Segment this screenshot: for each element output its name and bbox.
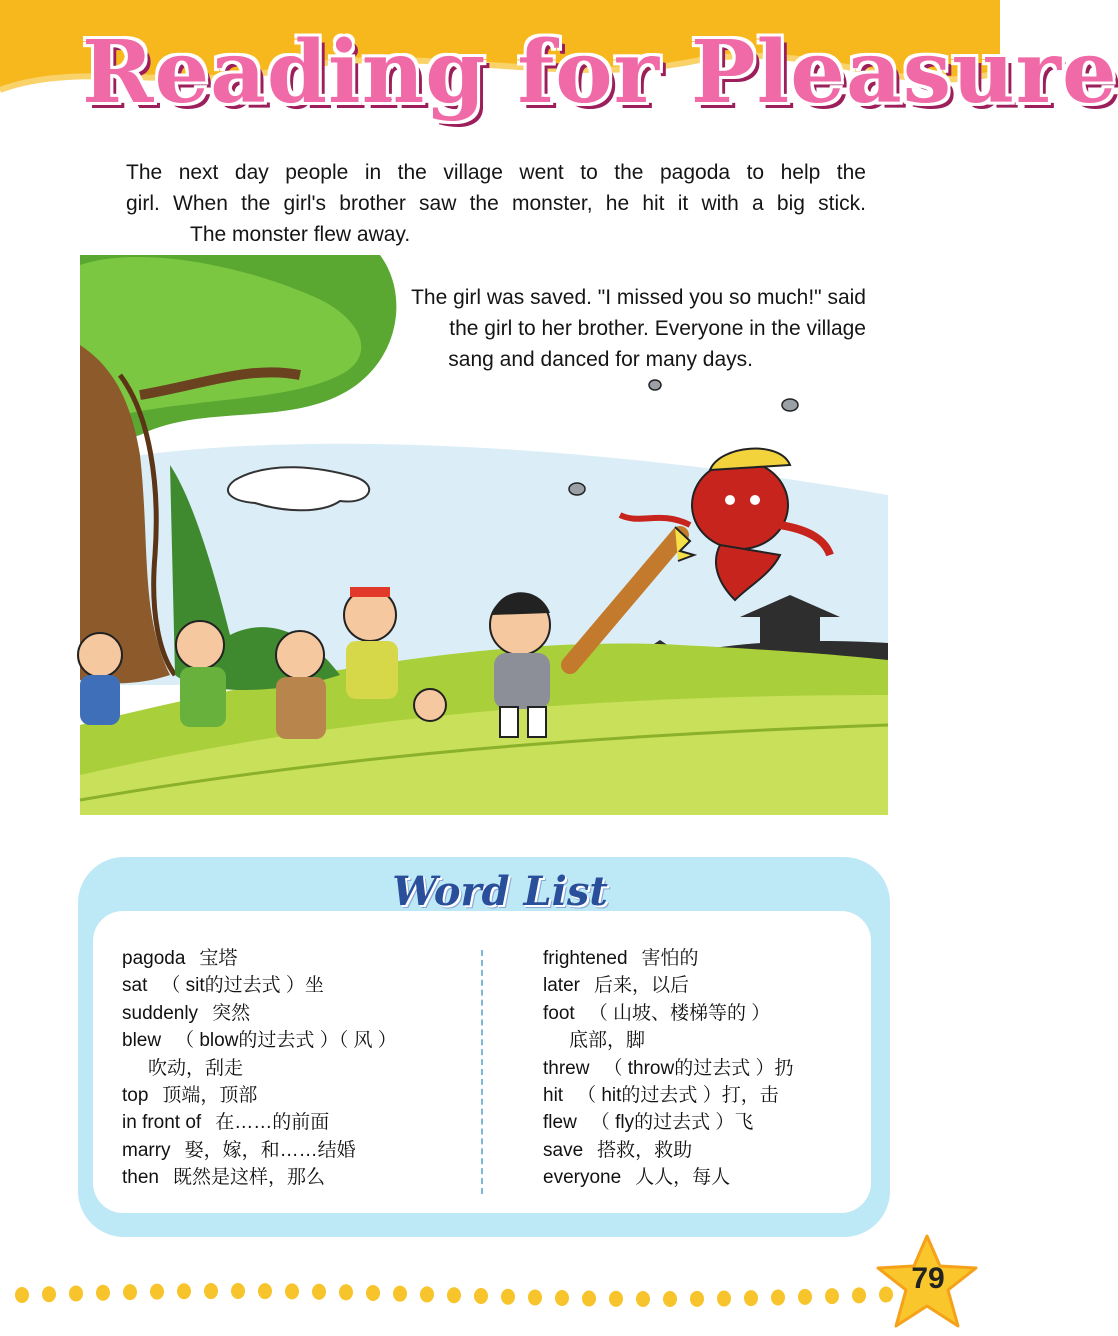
story-paragraph-2: [300, 282, 866, 375]
footer-dot: [825, 1288, 839, 1304]
footer-dot: [555, 1290, 569, 1306]
footer-dot: [204, 1283, 218, 1299]
footer-dot: [609, 1291, 623, 1307]
word-entry: [122, 1000, 472, 1027]
footer-dot: [231, 1283, 245, 1299]
footer-dot: [852, 1287, 866, 1303]
entry-meaning: （ fly的过去式 ）飞: [590, 1112, 754, 1134]
word-entry: [543, 1137, 873, 1164]
word-entry: [543, 1164, 873, 1191]
word-entry: [122, 1027, 472, 1054]
word-entry: [122, 1082, 472, 1109]
story-line: The monster flew away.: [190, 223, 411, 246]
footer-dot: [501, 1289, 515, 1305]
footer-dot: [69, 1285, 83, 1301]
entry-meaning: 后来，以后: [593, 975, 689, 997]
footer-dot: [366, 1285, 380, 1301]
entry-meaning: 人人，每人: [635, 1167, 731, 1189]
footer-dot: [798, 1289, 812, 1305]
footer-dot: [150, 1284, 164, 1300]
word-entry: [543, 945, 873, 972]
footer-dot: [420, 1286, 434, 1302]
story-line: sang and danced for many days.: [448, 348, 753, 371]
entry-word: top: [122, 1085, 149, 1107]
word-entry: [543, 1082, 873, 1109]
footer-dot: [744, 1290, 758, 1306]
entry-meaning: （ 山坡、楼梯等的 ）: [588, 1002, 771, 1024]
entry-meaning: 突然: [212, 1002, 251, 1024]
entry-word: hit: [543, 1085, 564, 1107]
footer-dot: [285, 1283, 299, 1299]
footer-dot: [474, 1288, 488, 1304]
word-list-right-column: [543, 945, 873, 1192]
entry-word: frightened: [543, 948, 628, 969]
footer-dot: [636, 1291, 650, 1307]
entry-word: later: [543, 975, 580, 997]
entry-word: pagoda: [122, 948, 186, 969]
entry-word: in front of: [122, 1112, 202, 1134]
footer-dot: [123, 1284, 137, 1300]
word-entry: [122, 1137, 472, 1164]
story-line: girl. When the girl's brother saw the monster, he hit it with a big stick.: [126, 192, 866, 215]
footer-dot: [528, 1289, 542, 1305]
footer-dot: [312, 1284, 326, 1300]
entry-word: save: [543, 1139, 584, 1161]
entry-word: blew: [122, 1030, 162, 1052]
word-list-left-column: [122, 945, 472, 1192]
footer-dot: [96, 1285, 110, 1301]
story-line: The girl was saved. "I missed you so much!" said: [411, 286, 866, 309]
story-paragraph-1: [126, 157, 866, 250]
entry-word: everyone: [543, 1167, 622, 1189]
entry-meaning: 底部，脚: [569, 1030, 646, 1052]
story-line: the girl to her brother. Everyone in the village: [449, 317, 866, 340]
footer-dot: [393, 1286, 407, 1302]
page-number: 79: [911, 1262, 945, 1295]
entry-word: threw: [543, 1057, 590, 1079]
word-entry: [122, 1109, 472, 1136]
entry-word: marry: [122, 1139, 171, 1161]
word-entry: [122, 1164, 472, 1191]
story-line: The next day people in the village went to the pagoda to help the: [126, 161, 866, 184]
footer-dot: [582, 1290, 596, 1306]
entry-meaning: 吹动，刮走: [148, 1057, 244, 1079]
entry-meaning: （ blow的过去式 ）（ 风 ）: [175, 1030, 397, 1052]
word-entry: [122, 1055, 472, 1082]
footer-dot: [339, 1284, 353, 1300]
page-title: Reading for Pleasure: [82, 22, 1118, 123]
word-entry: [122, 945, 472, 972]
entry-meaning: （ hit的过去式 ）打，击: [577, 1085, 779, 1107]
entry-word: flew: [543, 1112, 577, 1134]
footer-dot: [42, 1286, 56, 1302]
entry-meaning: （ throw的过去式 ）扔: [603, 1057, 794, 1079]
footer-dot: [15, 1287, 29, 1303]
entry-meaning: 宝塔: [199, 948, 238, 969]
word-entry: [543, 1027, 873, 1054]
entry-word: foot: [543, 1002, 575, 1024]
entry-word: suddenly: [122, 1002, 199, 1024]
entry-meaning: 害怕的: [641, 948, 699, 969]
footer-dot: [771, 1290, 785, 1306]
footer-dots: [12, 1280, 912, 1310]
footer-dot: [177, 1283, 191, 1299]
entry-meaning: 在……的前面: [215, 1112, 330, 1134]
entry-meaning: 顶端，顶部: [162, 1085, 258, 1107]
entry-word: sat: [122, 975, 148, 997]
word-list-divider: [481, 950, 483, 1194]
footer-dot: [690, 1291, 704, 1307]
footer-dot: [258, 1283, 272, 1299]
footer-dot: [447, 1287, 461, 1303]
entry-meaning: 搭救，救助: [597, 1139, 693, 1161]
entry-meaning: 既然是这样，那么: [172, 1167, 325, 1189]
word-entry: [543, 1109, 873, 1136]
word-entry: [543, 972, 873, 999]
word-entry: [543, 1000, 873, 1027]
word-entry: [122, 972, 472, 999]
word-entry: [543, 1055, 873, 1082]
word-list-title: Word List: [392, 868, 608, 915]
entry-meaning: （ sit的过去式 ）坐: [161, 975, 324, 997]
footer-dot: [717, 1291, 731, 1307]
entry-meaning: 娶，嫁，和……结婚: [184, 1139, 356, 1161]
entry-word: then: [122, 1167, 159, 1189]
footer-dot: [663, 1291, 677, 1307]
